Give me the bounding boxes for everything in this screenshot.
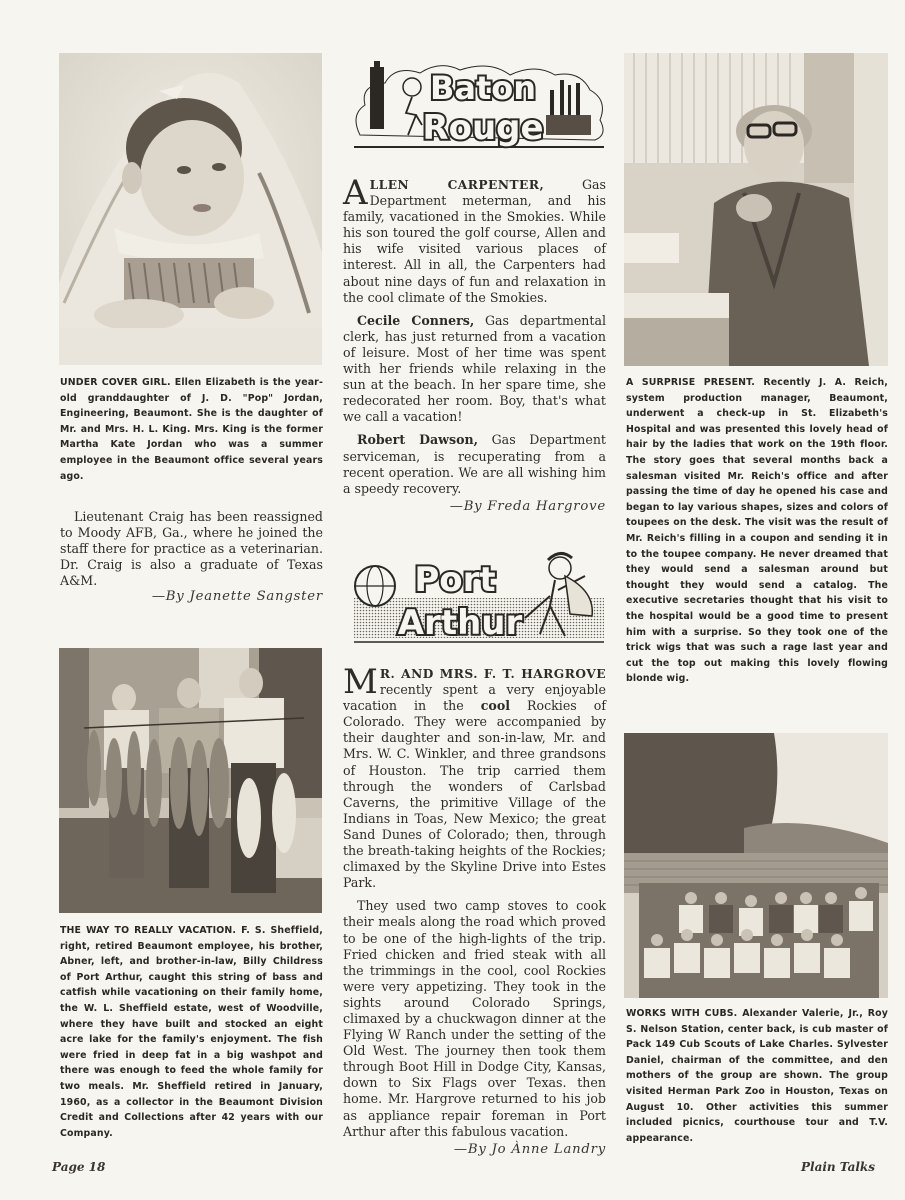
logo-text-rouge: Rouge [422, 108, 544, 148]
caption-lead: THE WAY TO REALLY VACATION. [60, 925, 237, 936]
text-conners: Gas departmental clerk, has just returned from a vacation of leisure. Most of her time was spent with her friends while relaxing in the sun at the beach. In her spare time, she redecorated her room. Boy, that's what we call a vacation! [343, 312, 606, 425]
photo-fish-string [59, 648, 322, 913]
photo-reich-wig [624, 53, 888, 366]
lead-allen-carpenter: LLEN CARPENTER, [369, 178, 545, 192]
caption-lead: WORKS WITH CUBS. [626, 1008, 738, 1019]
text-hargrove-a: recently spent a very enjoyable vacation in the [343, 682, 606, 714]
dropcap-m: M [343, 662, 378, 702]
caption-way-to-really-vacation [60, 923, 323, 1141]
caption-text: Alexander Valerie, Jr., Roy S. Nelson Station, center back, is cub master of Pack 149 Cub Scouts of Lake Charles. Sylvester Daniel, chairman of the committee, and den mothers of the group are shown. The group visited Herman Park Zoo in Houston, Texas on August 10. Other activities this summer included picnics, courthouse tour and T.V. appearance. [626, 1008, 889, 1144]
text-carpenter: Gas Department meterman, and his family, vacationed in the Smokies. While his son toured the golf course, Allen and his wife visited various places of interest. All in all, the Carpenters had about nine days of fun and relaxation in the cool climate of the Smokies. [343, 177, 606, 305]
article-craig [60, 509, 323, 606]
dropcap-a: A [343, 173, 368, 213]
byline-landry: —By Jo Ànne Landry [453, 1141, 606, 1157]
article-port-arthur [343, 662, 606, 1158]
caption-works-with-cubs [626, 1006, 888, 1146]
port-arthur-logo [350, 546, 608, 646]
paragraph-camp-stoves: They used two camp stoves to cook their meals along the road which proved to be one of the high-lights of the trip. Fried chicken and fried steak with all the trimmings in the cool, cool Rockies were very appetizing. They took in the sights around Colorado Springs, climaxed by a chuckwagon dinner at the Flying W Ranch under the setting of the Old West. The journey then took them through Boot Hill in Dodge City, Kansas, down to Six Flags over Texas. then home. Mr. Hargrove returned to his job as appliance repair foreman in Port Arthur after this fabulous vacation. [343, 898, 606, 1139]
caption-lead: A SURPRISE PRESENT. [626, 377, 755, 388]
logo-text-baton: Baton [429, 69, 537, 107]
caption-surprise-present [626, 375, 888, 687]
caption-lead: UNDER COVER GIRL. [60, 377, 171, 388]
caption-under-cover-girl [60, 375, 323, 484]
text-dawson: Gas Department serviceman, is recuperating from a recent operation. We are all wishing him a speedy recovery. [343, 432, 606, 496]
paragraph-hargrove-trip [343, 662, 606, 891]
paragraph-conners [343, 313, 606, 426]
caption-text: Ellen Elizabeth is the year-old granddaughter of J. D. "Pop" Jordan, Engineering, Beaumont. She is the daughter of Mr. and Mrs. H. L. King. Mrs. King is the former Martha Kate Jordan who was a summer employee in the Beaumont office several years ago. [60, 377, 323, 482]
logo-text-port: Port [414, 560, 496, 600]
text-cool: cool [480, 698, 511, 714]
caption-text: F. S. Sheffield, right, retired Beaumont employee, his brother, Abner, left, and brother-in-law, Billy Childress of Port Arthur, caught this string of bass and catfish while vacationing on their family home, the W. L. Sheffield estate, west of Woodville, where they have built and stocked an eight acre lake for the family's enjoyment. The fish were fried in deep fat in a big washpot and there was enough to feed the whole family for two meals. Mr. Sheffield retired in January, 1960, as a collector in the Beaumont Division Credit and Collections after 42 years with our Company. [60, 925, 323, 1139]
paragraph-dawson [343, 432, 606, 496]
lead-robert-dawson: Robert Dawson, [357, 432, 479, 448]
lead-mr-mrs-hargrove: R. AND MRS. F. T. HARGROVE [379, 667, 606, 681]
byline-hargrove: —By Freda Hargrove [449, 498, 606, 514]
page-number: Page 18 [52, 1160, 106, 1174]
baton-rouge-logo [350, 55, 608, 153]
paragraph-craig: Lieutenant Craig has been reassigned to Moody AFB, Ga., where he joined the staff there for practice as a veterinarian. Dr. Craig is also a graduate of Texas A&M. [60, 509, 323, 589]
photo-cub-scouts [624, 733, 888, 998]
publication-name: Plain Talks [800, 1160, 875, 1174]
article-baton-rouge [343, 173, 606, 515]
paragraph-carpenter [343, 173, 606, 306]
photo-baby-under-blanket [59, 53, 322, 365]
text-hargrove-b: Rockies of Colorado. They were accompanied by their daughter and son-in-law, Mr. and Mrs. W. C. Winkler, and three grandsons of Houston. The trip carried them through the wonders of Carlsbad Caverns, the primitive Village of the Indians in Toas, New Mexico; the great Sand Dunes of Colorado; then, through the breath-taking heights of the Rockies; climaxed by the Skyline Drive into Estes Park. [343, 698, 606, 891]
logo-text-arthur: Arthur [397, 603, 523, 643]
lead-cecile-conners: Cecile Conners, [357, 312, 475, 328]
caption-text: Recently J. A. Reich, system production manager, Beaumont, underwent a check-up in St. Elizabeth's Hospital and was presented this lovely head of hair by the ladies that work on the 19th floor. The story goes that several months back a salesman visited Mr. Reich's office and after passing the time of day he opened his case and began to lay various shapes, sizes and colors of toupees on the desk. The visit was the result of Mr. Reich's filling in a coupon and sending it in to the toupee company. He never dreamed that they would send a salesman around but thought they would send a catalog. The executive secretaries thought that his visit to the hospital would be a good time to present him with a surprise. So they took one of the trick wigs that was such a rage last year and cut the top out making this lovely flowing blonde wig. [626, 377, 888, 685]
byline-sangster: —By Jeanette Sangster [151, 589, 323, 605]
